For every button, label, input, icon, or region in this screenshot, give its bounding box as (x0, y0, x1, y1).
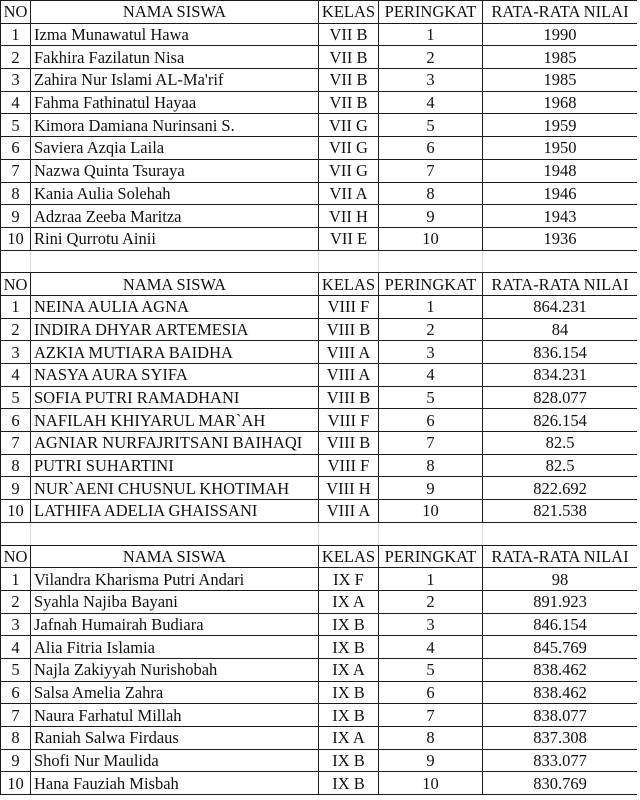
header-col-peringkat[interactable]: PERINGKAT (379, 1, 483, 24)
cell-no[interactable]: 6 (1, 137, 31, 160)
cell-no[interactable]: 1 (1, 568, 31, 591)
cell-peringkat[interactable]: 7 (379, 704, 483, 727)
cell-no[interactable]: 8 (1, 182, 31, 205)
cell-peringkat[interactable]: 5 (379, 386, 483, 409)
empty-cell[interactable] (319, 522, 379, 545)
cell-rata-rata-nilai[interactable]: 82.5 (483, 454, 638, 477)
cell-kelas[interactable]: IX B (319, 749, 379, 772)
cell-peringkat[interactable]: 9 (379, 749, 483, 772)
cell-nama-siswa[interactable]: Fahma Fathinatul Hayaa (31, 91, 319, 114)
table-row (1, 432, 638, 455)
cell-nama-siswa[interactable]: Syahla Najiba Bayani (31, 590, 319, 613)
cell-nama-siswa[interactable]: INDIRA DHYAR ARTEMESIA (31, 318, 319, 341)
cell-nama-siswa[interactable]: Kimora Damiana Nurinsani S. (31, 114, 319, 137)
empty-cell[interactable] (483, 522, 638, 545)
cell-kelas[interactable]: VII H (319, 205, 379, 228)
cell-peringkat[interactable]: 4 (379, 91, 483, 114)
cell-peringkat[interactable]: 9 (379, 205, 483, 228)
cell-peringkat[interactable]: 2 (379, 590, 483, 613)
table-row (1, 386, 638, 409)
cell-kelas[interactable]: IX F (319, 568, 379, 591)
table-row (1, 590, 638, 613)
cell-rata-rata-nilai[interactable]: 837.308 (483, 727, 638, 750)
cell-no[interactable]: 4 (1, 91, 31, 114)
cell-no[interactable]: 9 (1, 477, 31, 500)
cell-no[interactable]: 2 (1, 46, 31, 69)
spacer-row (1, 522, 638, 545)
cell-peringkat[interactable]: 7 (379, 159, 483, 182)
cell-rata-rata-nilai[interactable]: 822.692 (483, 477, 638, 500)
cell-kelas[interactable]: VII E (319, 227, 379, 250)
cell-kelas[interactable]: VII A (319, 182, 379, 205)
cell-rata-rata-nilai[interactable]: 1959 (483, 114, 638, 137)
cell-kelas[interactable]: VIII F (319, 409, 379, 432)
cell-rata-rata-nilai[interactable]: 1948 (483, 159, 638, 182)
cell-kelas[interactable]: VII B (319, 91, 379, 114)
cell-peringkat[interactable]: 2 (379, 318, 483, 341)
cell-nama-siswa[interactable]: NAFILAH KHIYARUL MAR`AH (31, 409, 319, 432)
header-col-rata-rata-nilai[interactable]: RATA-RATA NILAI (483, 545, 638, 568)
cell-no[interactable]: 3 (1, 341, 31, 364)
header-col-rata-rata-nilai[interactable]: RATA-RATA NILAI (483, 1, 638, 24)
header-col-no[interactable]: NO (1, 545, 31, 568)
cell-rata-rata-nilai[interactable]: 828.077 (483, 386, 638, 409)
cell-nama-siswa[interactable]: NUR`AENI CHUSNUL KHOTIMAH (31, 477, 319, 500)
header-col-kelas[interactable]: KELAS (319, 273, 379, 296)
cell-nama-siswa[interactable]: Najla Zakiyyah Nurishobah (31, 658, 319, 681)
header-row-grade-ix (1, 545, 638, 568)
cell-peringkat[interactable]: 4 (379, 364, 483, 387)
cell-rata-rata-nilai[interactable]: 834.231 (483, 364, 638, 387)
cell-rata-rata-nilai[interactable]: 833.077 (483, 749, 638, 772)
cell-rata-rata-nilai[interactable]: 891.923 (483, 590, 638, 613)
cell-nama-siswa[interactable]: Zahira Nur Islami AL-Ma'rif (31, 69, 319, 92)
cell-nama-siswa[interactable]: NASYA AURA SYIFA (31, 364, 319, 387)
cell-rata-rata-nilai[interactable]: 838.462 (483, 681, 638, 704)
cell-kelas[interactable]: IX A (319, 590, 379, 613)
cell-kelas[interactable]: VIII A (319, 341, 379, 364)
cell-kelas[interactable]: IX B (319, 636, 379, 659)
empty-cell[interactable] (379, 250, 483, 273)
empty-cell[interactable] (31, 522, 319, 545)
cell-peringkat[interactable]: 9 (379, 477, 483, 500)
cell-rata-rata-nilai[interactable]: 1985 (483, 46, 638, 69)
cell-no[interactable]: 9 (1, 749, 31, 772)
cell-no[interactable]: 10 (1, 772, 31, 795)
cell-kelas[interactable]: VII B (319, 46, 379, 69)
table-row (1, 454, 638, 477)
cell-rata-rata-nilai[interactable]: 1946 (483, 182, 638, 205)
cell-no[interactable]: 4 (1, 636, 31, 659)
cell-nama-siswa[interactable]: Naura Farhatul Millah (31, 704, 319, 727)
cell-no[interactable]: 6 (1, 681, 31, 704)
table-row (1, 613, 638, 636)
header-col-peringkat[interactable]: PERINGKAT (379, 273, 483, 296)
cell-rata-rata-nilai[interactable]: 1943 (483, 205, 638, 228)
cell-kelas[interactable]: IX A (319, 727, 379, 750)
cell-no[interactable]: 5 (1, 114, 31, 137)
table-row (1, 341, 638, 364)
cell-rata-rata-nilai[interactable]: 1950 (483, 137, 638, 160)
cell-peringkat[interactable]: 4 (379, 636, 483, 659)
cell-nama-siswa[interactable]: LATHIFA ADELIA GHAISSANI (31, 500, 319, 523)
cell-no[interactable]: 10 (1, 500, 31, 523)
table-row (1, 727, 638, 750)
cell-peringkat[interactable]: 10 (379, 500, 483, 523)
empty-cell[interactable] (1, 250, 31, 273)
table-row (1, 318, 638, 341)
cell-peringkat[interactable]: 10 (379, 772, 483, 795)
cell-peringkat[interactable]: 1 (379, 295, 483, 318)
cell-peringkat[interactable]: 2 (379, 46, 483, 69)
cell-no[interactable]: 9 (1, 205, 31, 228)
empty-cell[interactable] (31, 250, 319, 273)
table-row (1, 46, 638, 69)
table-row (1, 91, 638, 114)
cell-rata-rata-nilai[interactable]: 838.462 (483, 658, 638, 681)
header-col-no[interactable]: NO (1, 273, 31, 296)
table-row (1, 69, 638, 92)
cell-nama-siswa[interactable]: Jafnah Humairah Budiara (31, 613, 319, 636)
cell-peringkat[interactable]: 1 (379, 23, 483, 46)
cell-peringkat[interactable]: 8 (379, 727, 483, 750)
cell-no[interactable]: 5 (1, 386, 31, 409)
header-col-kelas[interactable]: KELAS (319, 545, 379, 568)
cell-nama-siswa[interactable]: Nazwa Quinta Tsuraya (31, 159, 319, 182)
cell-kelas[interactable]: VII G (319, 114, 379, 137)
header-col-peringkat[interactable]: PERINGKAT (379, 545, 483, 568)
table-row (1, 749, 638, 772)
table-row (1, 114, 638, 137)
cell-nama-siswa[interactable]: Fakhira Fazilatun Nisa (31, 46, 319, 69)
header-col-rata-rata-nilai[interactable]: RATA-RATA NILAI (483, 273, 638, 296)
empty-cell[interactable] (319, 250, 379, 273)
cell-no[interactable]: 8 (1, 454, 31, 477)
table-row (1, 205, 638, 228)
cell-nama-siswa[interactable]: NEINA AULIA AGNA (31, 295, 319, 318)
table-row (1, 409, 638, 432)
cell-peringkat[interactable]: 7 (379, 432, 483, 455)
cell-nama-siswa[interactable]: Vilandra Kharisma Putri Andari (31, 568, 319, 591)
cell-no[interactable]: 3 (1, 69, 31, 92)
cell-nama-siswa[interactable]: Salsa Amelia Zahra (31, 681, 319, 704)
cell-no[interactable]: 8 (1, 727, 31, 750)
cell-peringkat[interactable]: 1 (379, 568, 483, 591)
cell-kelas[interactable]: IX B (319, 772, 379, 795)
cell-kelas[interactable]: VII B (319, 23, 379, 46)
cell-no[interactable]: 3 (1, 613, 31, 636)
cell-kelas[interactable]: VIII B (319, 318, 379, 341)
cell-no[interactable]: 7 (1, 704, 31, 727)
cell-nama-siswa[interactable]: AZKIA MUTIARA BAIDHA (31, 341, 319, 364)
table-row (1, 500, 638, 523)
cell-no[interactable]: 6 (1, 409, 31, 432)
cell-peringkat[interactable]: 6 (379, 409, 483, 432)
cell-peringkat[interactable]: 10 (379, 227, 483, 250)
table-row (1, 704, 638, 727)
header-col-no[interactable]: NO (1, 1, 31, 24)
cell-kelas[interactable]: VII G (319, 137, 379, 160)
empty-cell[interactable] (379, 522, 483, 545)
cell-no[interactable]: 2 (1, 590, 31, 613)
cell-peringkat[interactable]: 6 (379, 681, 483, 704)
cell-kelas[interactable]: IX B (319, 613, 379, 636)
cell-nama-siswa[interactable]: AGNIAR NURFAJRITSANI BAIHAQI (31, 432, 319, 455)
cell-rata-rata-nilai[interactable]: 838.077 (483, 704, 638, 727)
cell-rata-rata-nilai[interactable]: 84 (483, 318, 638, 341)
cell-peringkat[interactable]: 3 (379, 69, 483, 92)
header-col-nama-siswa[interactable]: NAMA SISWA (31, 1, 319, 24)
cell-nama-siswa[interactable]: Saviera Azqia Laila (31, 137, 319, 160)
header-col-kelas[interactable]: KELAS (319, 1, 379, 24)
cell-kelas[interactable]: VIII H (319, 477, 379, 500)
table-row (1, 681, 638, 704)
table-row (1, 227, 638, 250)
table-row (1, 568, 638, 591)
cell-rata-rata-nilai[interactable]: 1985 (483, 69, 638, 92)
cell-rata-rata-nilai[interactable]: 864.231 (483, 295, 638, 318)
cell-no[interactable]: 5 (1, 658, 31, 681)
cell-peringkat[interactable]: 8 (379, 454, 483, 477)
cell-peringkat[interactable]: 3 (379, 341, 483, 364)
cell-nama-siswa[interactable]: Raniah Salwa Firdaus (31, 727, 319, 750)
cell-peringkat[interactable]: 5 (379, 114, 483, 137)
cell-rata-rata-nilai[interactable]: 82.5 (483, 432, 638, 455)
cell-peringkat[interactable]: 3 (379, 613, 483, 636)
cell-nama-siswa[interactable]: Shofi Nur Maulida (31, 749, 319, 772)
cell-nama-siswa[interactable]: PUTRI SUHARTINI (31, 454, 319, 477)
table-row (1, 477, 638, 500)
cell-rata-rata-nilai[interactable]: 826.154 (483, 409, 638, 432)
cell-kelas[interactable]: VII G (319, 159, 379, 182)
cell-nama-siswa[interactable]: Kania Aulia Solehah (31, 182, 319, 205)
cell-rata-rata-nilai[interactable]: 845.769 (483, 636, 638, 659)
header-row-grade-viii (1, 273, 638, 296)
cell-kelas[interactable]: IX B (319, 704, 379, 727)
spacer-row (1, 250, 638, 273)
table-row (1, 159, 638, 182)
cell-nama-siswa[interactable]: Hana Fauziah Misbah (31, 772, 319, 795)
header-row-grade-vii (1, 1, 638, 24)
table-row (1, 182, 638, 205)
empty-cell[interactable] (483, 250, 638, 273)
table-row (1, 772, 638, 795)
cell-kelas[interactable]: VIII B (319, 432, 379, 455)
cell-peringkat[interactable]: 5 (379, 658, 483, 681)
cell-rata-rata-nilai[interactable]: 1990 (483, 23, 638, 46)
cell-peringkat[interactable]: 6 (379, 137, 483, 160)
cell-rata-rata-nilai[interactable]: 846.154 (483, 613, 638, 636)
cell-no[interactable]: 7 (1, 159, 31, 182)
cell-no[interactable]: 7 (1, 432, 31, 455)
cell-rata-rata-nilai[interactable]: 821.538 (483, 500, 638, 523)
cell-no[interactable]: 2 (1, 318, 31, 341)
cell-rata-rata-nilai[interactable]: 1968 (483, 91, 638, 114)
cell-nama-siswa[interactable]: Rini Qurrotu Ainii (31, 227, 319, 250)
ranking-table-body (1, 1, 638, 795)
table-row (1, 137, 638, 160)
header-col-nama-siswa[interactable]: NAMA SISWA (31, 273, 319, 296)
cell-nama-siswa[interactable]: Izma Munawatul Hawa (31, 23, 319, 46)
cell-rata-rata-nilai[interactable]: 830.769 (483, 772, 638, 795)
cell-no[interactable]: 10 (1, 227, 31, 250)
cell-rata-rata-nilai[interactable]: 1936 (483, 227, 638, 250)
cell-kelas[interactable]: VIII B (319, 386, 379, 409)
header-col-nama-siswa[interactable]: NAMA SISWA (31, 545, 319, 568)
cell-kelas[interactable]: VIII A (319, 364, 379, 387)
cell-kelas[interactable]: VIII F (319, 454, 379, 477)
cell-nama-siswa[interactable]: SOFIA PUTRI RAMADHANI (31, 386, 319, 409)
cell-no[interactable]: 1 (1, 295, 31, 318)
cell-rata-rata-nilai[interactable]: 98 (483, 568, 638, 591)
cell-rata-rata-nilai[interactable]: 836.154 (483, 341, 638, 364)
cell-kelas[interactable]: VIII A (319, 500, 379, 523)
empty-cell[interactable] (1, 522, 31, 545)
table-row (1, 364, 638, 387)
cell-kelas[interactable]: VIII F (319, 295, 379, 318)
cell-kelas[interactable]: IX A (319, 658, 379, 681)
table-row (1, 658, 638, 681)
table-row (1, 295, 638, 318)
table-row (1, 636, 638, 659)
table-row (1, 23, 638, 46)
cell-kelas[interactable]: IX B (319, 681, 379, 704)
cell-nama-siswa[interactable]: Alia Fitria Islamia (31, 636, 319, 659)
cell-kelas[interactable]: VII B (319, 69, 379, 92)
cell-peringkat[interactable]: 8 (379, 182, 483, 205)
cell-no[interactable]: 4 (1, 364, 31, 387)
cell-nama-siswa[interactable]: Adzraa Zeeba Maritza (31, 205, 319, 228)
cell-no[interactable]: 1 (1, 23, 31, 46)
